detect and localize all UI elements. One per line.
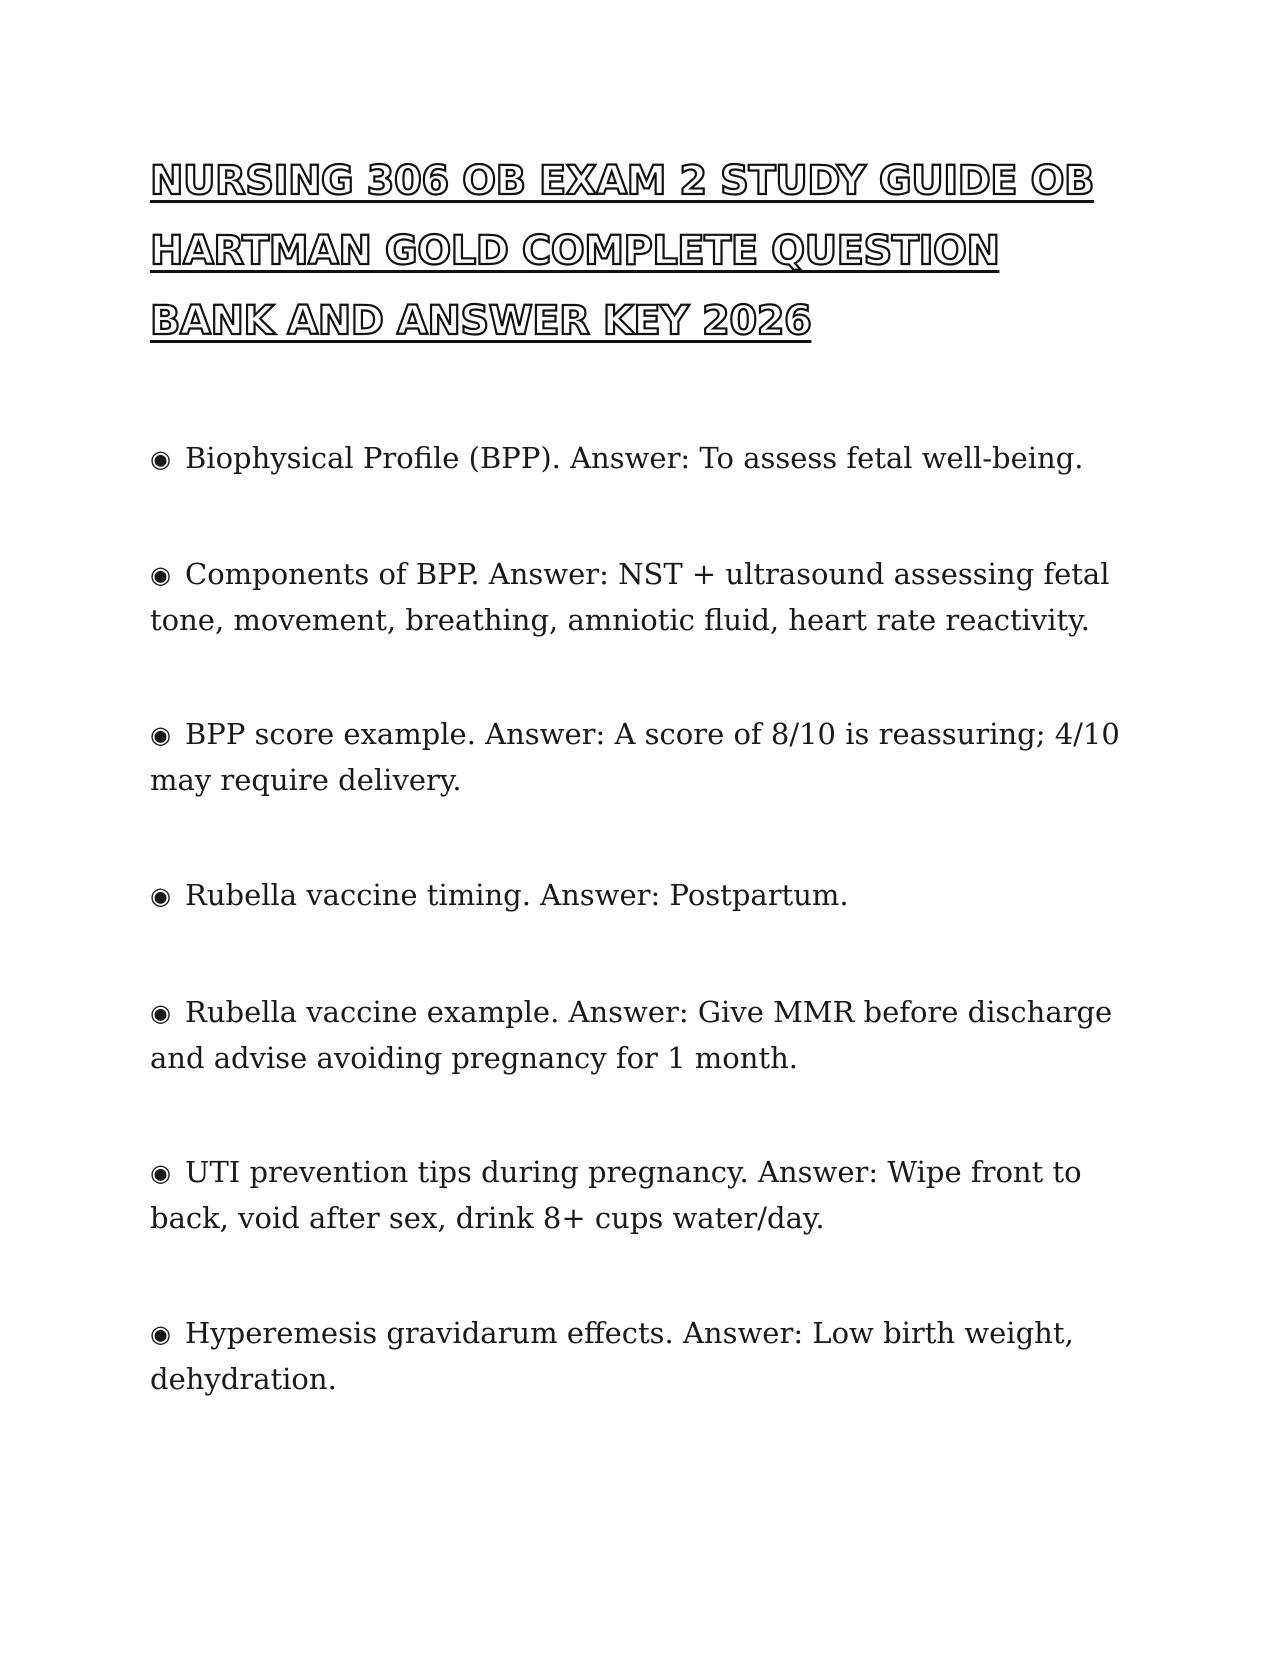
bullet-icon: ◉ (150, 999, 171, 1027)
qa-item-rubella-timing (150, 873, 1140, 919)
qa-item-text: UTI prevention tips during pregnancy. Answer: Wipe front to back, void after sex, drink 8+ cups water/day. (150, 1155, 1082, 1235)
qa-item-rubella-example (150, 990, 1140, 1081)
document-title: NURSING 306 OB EXAM 2 STUDY GUIDE OB HARTMAN GOLD COMPLETE QUESTION BANK AND ANSWER KEY 2026 (150, 158, 1095, 344)
qa-item-text: Components of BPP. Answer: NST + ultrasound assessing fetal tone, movement, breathing, amniotic fluid, heart rate reactivity. (150, 557, 1110, 637)
bullet-icon: ◉ (150, 445, 171, 473)
bullet-icon: ◉ (150, 721, 171, 749)
qa-item-bpp (150, 436, 1140, 482)
qa-item-text: Rubella vaccine timing. Answer: Postpartum. (185, 878, 849, 912)
bullet-icon: ◉ (150, 561, 171, 589)
qa-item-text: Rubella vaccine example. Answer: Give MMR before discharge and advise avoiding pregnancy for 1 month. (150, 995, 1113, 1075)
bullet-icon: ◉ (150, 882, 171, 910)
qa-item-text: BPP score example. Answer: A score of 8/10 is reassuring; 4/10 may require delivery. (150, 717, 1120, 797)
qa-item-text: Biophysical Profile (BPP). Answer: To assess fetal well-being. (185, 441, 1084, 475)
qa-item-bpp-components (150, 552, 1140, 643)
qa-item-text: Hyperemesis gravidarum effects. Answer: Low birth weight, dehydration. (150, 1316, 1074, 1396)
qa-item-bpp-score (150, 712, 1140, 803)
qa-item-hyperemesis (150, 1311, 1140, 1402)
qa-item-uti-prevention (150, 1150, 1140, 1241)
bullet-icon: ◉ (150, 1320, 171, 1348)
bullet-icon: ◉ (150, 1159, 171, 1187)
